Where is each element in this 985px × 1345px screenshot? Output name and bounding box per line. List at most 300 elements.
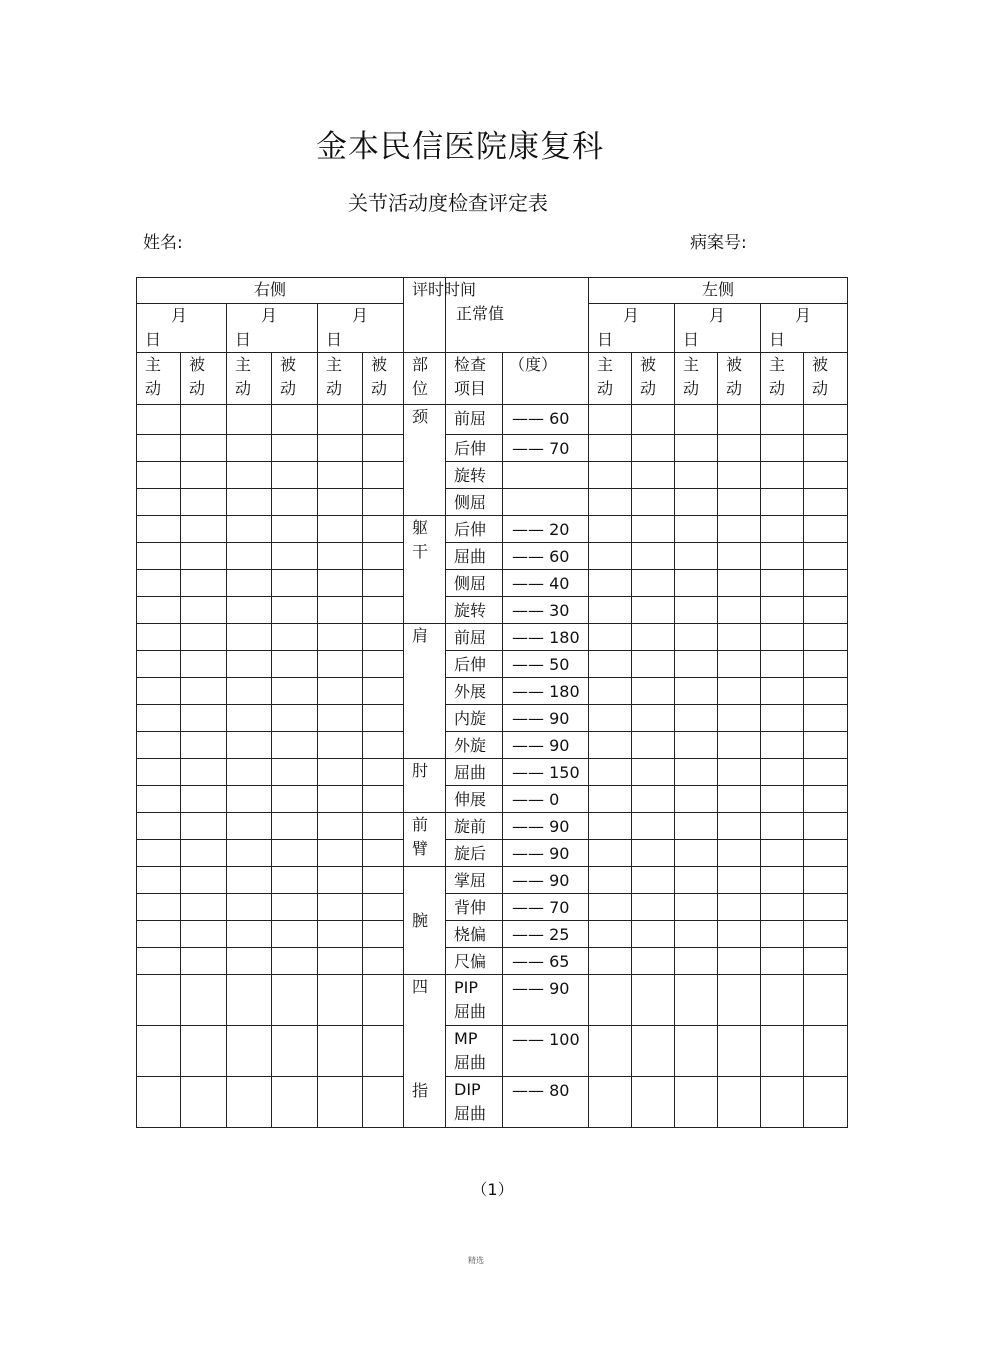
right-value-cell[interactable] bbox=[318, 786, 363, 813]
right-value-cell[interactable] bbox=[181, 405, 227, 435]
left-value-cell[interactable] bbox=[632, 597, 675, 624]
left-value-cell[interactable] bbox=[675, 678, 718, 705]
left-value-cell[interactable] bbox=[718, 813, 761, 840]
left-value-cell[interactable] bbox=[718, 840, 761, 867]
left-value-cell[interactable] bbox=[589, 786, 632, 813]
right-value-cell[interactable] bbox=[363, 597, 404, 624]
right-value-cell[interactable] bbox=[318, 462, 363, 489]
left-value-cell[interactable] bbox=[761, 543, 804, 570]
left-value-cell[interactable] bbox=[804, 1076, 848, 1127]
right-value-cell[interactable] bbox=[181, 516, 227, 543]
table-row bbox=[137, 840, 848, 867]
left-value-cell[interactable] bbox=[761, 1076, 804, 1127]
right-value-cell[interactable] bbox=[318, 921, 363, 948]
right-value-cell[interactable] bbox=[137, 516, 181, 543]
left-value-cell[interactable] bbox=[718, 462, 761, 489]
right-value-cell[interactable] bbox=[181, 759, 227, 786]
right-value-cell[interactable] bbox=[181, 651, 227, 678]
right-value-cell[interactable] bbox=[227, 1076, 272, 1127]
right-value-cell[interactable] bbox=[272, 786, 318, 813]
right-value-cell[interactable] bbox=[181, 1076, 227, 1127]
left-value-cell[interactable] bbox=[761, 786, 804, 813]
right-value-cell[interactable] bbox=[137, 975, 181, 1026]
left-value-cell[interactable] bbox=[675, 867, 718, 894]
right-value-cell[interactable] bbox=[181, 921, 227, 948]
left-value-cell[interactable] bbox=[589, 678, 632, 705]
right-value-cell[interactable] bbox=[181, 543, 227, 570]
left-value-cell[interactable] bbox=[761, 462, 804, 489]
left-value-cell[interactable] bbox=[804, 651, 848, 678]
right-value-cell[interactable] bbox=[363, 894, 404, 921]
left-value-cell[interactable] bbox=[589, 435, 632, 462]
right-value-cell[interactable] bbox=[363, 1026, 404, 1076]
right-value-cell[interactable] bbox=[318, 489, 363, 516]
right-value-cell[interactable] bbox=[363, 732, 404, 759]
left-value-cell[interactable] bbox=[804, 543, 848, 570]
right-value-cell[interactable] bbox=[181, 867, 227, 894]
left-value-cell[interactable] bbox=[761, 840, 804, 867]
right-value-cell[interactable] bbox=[363, 624, 404, 651]
left-value-cell[interactable] bbox=[804, 462, 848, 489]
right-value-cell[interactable] bbox=[137, 840, 181, 867]
left-value-cell[interactable] bbox=[761, 759, 804, 786]
right-value-cell[interactable] bbox=[137, 786, 181, 813]
left-value-cell[interactable] bbox=[589, 462, 632, 489]
left-value-cell[interactable] bbox=[718, 435, 761, 462]
right-value-cell[interactable] bbox=[227, 678, 272, 705]
right-value-cell[interactable] bbox=[363, 705, 404, 732]
left-value-cell[interactable] bbox=[675, 543, 718, 570]
right-value-cell[interactable] bbox=[181, 1026, 227, 1076]
right-value-cell[interactable] bbox=[272, 813, 318, 840]
right-value-cell[interactable] bbox=[227, 651, 272, 678]
left-value-cell[interactable] bbox=[761, 705, 804, 732]
right-value-cell[interactable] bbox=[181, 948, 227, 975]
right-value-cell[interactable] bbox=[137, 570, 181, 597]
left-value-cell[interactable] bbox=[804, 435, 848, 462]
left-value-cell[interactable] bbox=[761, 405, 804, 435]
right-value-cell[interactable] bbox=[227, 570, 272, 597]
left-value-cell[interactable] bbox=[589, 732, 632, 759]
right-value-cell[interactable] bbox=[227, 975, 272, 1026]
left-value-cell[interactable] bbox=[632, 867, 675, 894]
left-value-cell[interactable] bbox=[804, 405, 848, 435]
left-value-cell[interactable] bbox=[675, 705, 718, 732]
left-value-cell[interactable] bbox=[632, 732, 675, 759]
right-value-cell[interactable] bbox=[363, 921, 404, 948]
left-value-cell[interactable] bbox=[718, 867, 761, 894]
right-value-cell[interactable] bbox=[363, 786, 404, 813]
right-value-cell[interactable] bbox=[318, 570, 363, 597]
left-value-cell[interactable] bbox=[589, 405, 632, 435]
right-value-cell[interactable] bbox=[272, 894, 318, 921]
right-value-cell[interactable] bbox=[318, 1076, 363, 1127]
right-value-cell[interactable] bbox=[227, 921, 272, 948]
right-value-cell[interactable] bbox=[318, 678, 363, 705]
left-value-cell[interactable] bbox=[632, 1076, 675, 1127]
right-value-cell[interactable] bbox=[363, 867, 404, 894]
left-value-cell[interactable] bbox=[589, 840, 632, 867]
right-value-cell[interactable] bbox=[272, 705, 318, 732]
right-value-cell[interactable] bbox=[137, 489, 181, 516]
left-value-cell[interactable] bbox=[675, 624, 718, 651]
right-value-cell[interactable] bbox=[227, 405, 272, 435]
left-value-cell[interactable] bbox=[761, 921, 804, 948]
left-value-cell[interactable] bbox=[675, 759, 718, 786]
right-value-cell[interactable] bbox=[137, 732, 181, 759]
left-value-cell[interactable] bbox=[675, 948, 718, 975]
right-value-cell[interactable] bbox=[363, 543, 404, 570]
left-value-cell[interactable] bbox=[589, 975, 632, 1026]
left-value-cell[interactable] bbox=[589, 489, 632, 516]
left-value-cell[interactable] bbox=[804, 678, 848, 705]
left-value-cell[interactable] bbox=[718, 405, 761, 435]
right-value-cell[interactable] bbox=[318, 813, 363, 840]
left-value-cell[interactable] bbox=[675, 651, 718, 678]
left-value-cell[interactable] bbox=[632, 840, 675, 867]
right-value-cell[interactable] bbox=[272, 570, 318, 597]
right-value-cell[interactable] bbox=[318, 435, 363, 462]
right-value-cell[interactable] bbox=[227, 705, 272, 732]
right-value-cell[interactable] bbox=[272, 732, 318, 759]
right-value-cell[interactable] bbox=[137, 867, 181, 894]
left-value-cell[interactable] bbox=[589, 597, 632, 624]
left-value-cell[interactable] bbox=[804, 1026, 848, 1076]
right-value-cell[interactable] bbox=[137, 759, 181, 786]
left-date-cell-2[interactable] bbox=[675, 304, 761, 353]
left-value-cell[interactable] bbox=[675, 732, 718, 759]
right-value-cell[interactable] bbox=[272, 1026, 318, 1076]
left-date-cell-1[interactable] bbox=[589, 304, 675, 353]
right-value-cell[interactable] bbox=[318, 948, 363, 975]
right-value-cell[interactable] bbox=[137, 651, 181, 678]
left-value-cell[interactable] bbox=[804, 948, 848, 975]
left-value-cell[interactable] bbox=[589, 1026, 632, 1076]
left-value-cell[interactable] bbox=[761, 975, 804, 1026]
left-value-cell[interactable] bbox=[718, 516, 761, 543]
right-value-cell[interactable] bbox=[363, 813, 404, 840]
right-date-cell-3[interactable] bbox=[318, 304, 404, 353]
left-value-cell[interactable] bbox=[589, 759, 632, 786]
left-value-cell[interactable] bbox=[718, 651, 761, 678]
left-value-cell[interactable] bbox=[675, 597, 718, 624]
right-value-cell[interactable] bbox=[363, 570, 404, 597]
left-value-cell[interactable] bbox=[718, 759, 761, 786]
left-value-cell[interactable] bbox=[632, 405, 675, 435]
right-value-cell[interactable] bbox=[363, 759, 404, 786]
left-value-cell[interactable] bbox=[589, 813, 632, 840]
left-value-cell[interactable] bbox=[761, 948, 804, 975]
left-value-cell[interactable] bbox=[804, 516, 848, 543]
right-value-cell[interactable] bbox=[363, 948, 404, 975]
right-value-cell[interactable] bbox=[227, 867, 272, 894]
left-value-cell[interactable] bbox=[589, 948, 632, 975]
right-value-cell[interactable] bbox=[318, 894, 363, 921]
right-value-cell[interactable] bbox=[227, 462, 272, 489]
left-value-cell[interactable] bbox=[675, 813, 718, 840]
left-value-cell[interactable] bbox=[589, 624, 632, 651]
left-value-cell[interactable] bbox=[675, 435, 718, 462]
right-value-cell[interactable] bbox=[137, 678, 181, 705]
right-value-cell[interactable] bbox=[137, 1076, 181, 1127]
left-value-cell[interactable] bbox=[761, 570, 804, 597]
left-value-cell[interactable] bbox=[589, 1076, 632, 1127]
right-value-cell[interactable] bbox=[137, 813, 181, 840]
right-value-cell[interactable] bbox=[318, 651, 363, 678]
right-value-cell[interactable] bbox=[227, 894, 272, 921]
right-value-cell[interactable] bbox=[137, 894, 181, 921]
right-value-cell[interactable] bbox=[272, 543, 318, 570]
left-value-cell[interactable] bbox=[718, 489, 761, 516]
left-value-cell[interactable] bbox=[675, 1026, 718, 1076]
right-value-cell[interactable] bbox=[318, 1026, 363, 1076]
left-value-cell[interactable] bbox=[761, 678, 804, 705]
right-value-cell[interactable] bbox=[318, 759, 363, 786]
left-value-cell[interactable] bbox=[761, 516, 804, 543]
left-value-cell[interactable] bbox=[632, 624, 675, 651]
right-value-cell[interactable] bbox=[318, 840, 363, 867]
right-value-cell[interactable] bbox=[181, 732, 227, 759]
right-value-cell[interactable] bbox=[272, 759, 318, 786]
left-value-cell[interactable] bbox=[589, 570, 632, 597]
right-value-cell[interactable] bbox=[137, 435, 181, 462]
right-value-cell[interactable] bbox=[318, 597, 363, 624]
left-value-cell[interactable] bbox=[632, 516, 675, 543]
left-value-cell[interactable] bbox=[804, 705, 848, 732]
right-value-cell[interactable] bbox=[137, 624, 181, 651]
left-value-cell[interactable] bbox=[718, 732, 761, 759]
right-value-cell[interactable] bbox=[181, 705, 227, 732]
right-value-cell[interactable] bbox=[318, 405, 363, 435]
left-value-cell[interactable] bbox=[632, 651, 675, 678]
left-value-cell[interactable] bbox=[804, 759, 848, 786]
left-value-cell[interactable] bbox=[761, 624, 804, 651]
right-passive-header bbox=[272, 353, 318, 405]
left-value-cell[interactable] bbox=[589, 651, 632, 678]
left-value-cell[interactable] bbox=[632, 894, 675, 921]
left-value-cell[interactable] bbox=[761, 813, 804, 840]
right-value-cell[interactable] bbox=[363, 1076, 404, 1127]
right-value-cell[interactable] bbox=[272, 489, 318, 516]
left-value-cell[interactable] bbox=[589, 543, 632, 570]
left-value-cell[interactable] bbox=[718, 624, 761, 651]
right-value-cell[interactable] bbox=[318, 705, 363, 732]
left-value-cell[interactable] bbox=[632, 1026, 675, 1076]
right-value-cell[interactable] bbox=[137, 705, 181, 732]
left-date-cell-3[interactable] bbox=[761, 304, 848, 353]
left-value-cell[interactable] bbox=[589, 894, 632, 921]
right-value-cell[interactable] bbox=[318, 732, 363, 759]
right-date-cell-2[interactable] bbox=[227, 304, 318, 353]
left-value-cell[interactable] bbox=[804, 489, 848, 516]
left-value-cell[interactable] bbox=[718, 894, 761, 921]
right-value-cell[interactable] bbox=[181, 435, 227, 462]
left-value-cell[interactable] bbox=[718, 705, 761, 732]
left-value-cell[interactable] bbox=[675, 462, 718, 489]
right-value-cell[interactable] bbox=[272, 867, 318, 894]
left-value-cell[interactable] bbox=[718, 1026, 761, 1076]
right-value-cell[interactable] bbox=[272, 975, 318, 1026]
right-value-cell[interactable] bbox=[363, 405, 404, 435]
right-value-cell[interactable] bbox=[181, 813, 227, 840]
right-value-cell[interactable] bbox=[181, 597, 227, 624]
right-value-cell[interactable] bbox=[181, 624, 227, 651]
right-value-cell[interactable] bbox=[227, 813, 272, 840]
left-value-cell[interactable] bbox=[761, 489, 804, 516]
left-value-cell[interactable] bbox=[718, 786, 761, 813]
left-value-cell[interactable] bbox=[718, 921, 761, 948]
left-value-cell[interactable] bbox=[675, 786, 718, 813]
left-value-cell[interactable] bbox=[632, 759, 675, 786]
left-value-cell[interactable] bbox=[804, 840, 848, 867]
right-value-cell[interactable] bbox=[137, 1026, 181, 1076]
right-value-cell[interactable] bbox=[363, 462, 404, 489]
right-value-cell[interactable] bbox=[181, 975, 227, 1026]
right-value-cell[interactable] bbox=[137, 597, 181, 624]
right-value-cell[interactable] bbox=[318, 543, 363, 570]
left-value-cell[interactable] bbox=[804, 786, 848, 813]
normal-value-cell: —— 80 bbox=[503, 1076, 589, 1127]
right-value-cell[interactable] bbox=[272, 840, 318, 867]
right-value-cell[interactable] bbox=[363, 678, 404, 705]
right-value-cell[interactable] bbox=[181, 462, 227, 489]
right-value-cell[interactable] bbox=[363, 435, 404, 462]
right-value-cell[interactable] bbox=[272, 516, 318, 543]
left-value-cell[interactable] bbox=[718, 1076, 761, 1127]
right-value-cell[interactable] bbox=[181, 786, 227, 813]
right-value-cell[interactable] bbox=[272, 405, 318, 435]
left-value-cell[interactable] bbox=[761, 732, 804, 759]
left-value-cell[interactable] bbox=[675, 894, 718, 921]
left-value-cell[interactable] bbox=[675, 405, 718, 435]
left-value-cell[interactable] bbox=[718, 975, 761, 1026]
right-value-cell[interactable] bbox=[227, 624, 272, 651]
right-value-cell[interactable] bbox=[137, 921, 181, 948]
right-value-cell[interactable] bbox=[227, 732, 272, 759]
left-value-cell[interactable] bbox=[675, 921, 718, 948]
left-value-cell[interactable] bbox=[804, 570, 848, 597]
right-value-cell[interactable] bbox=[181, 570, 227, 597]
left-value-cell[interactable] bbox=[675, 975, 718, 1026]
right-value-cell[interactable] bbox=[227, 786, 272, 813]
left-value-cell[interactable] bbox=[632, 948, 675, 975]
check-item-label: 旋转 bbox=[454, 601, 487, 620]
left-value-cell[interactable] bbox=[761, 651, 804, 678]
right-value-cell[interactable] bbox=[227, 840, 272, 867]
right-date-cell-1[interactable] bbox=[137, 304, 227, 353]
right-value-cell[interactable] bbox=[318, 516, 363, 543]
right-value-cell[interactable] bbox=[272, 435, 318, 462]
left-value-cell[interactable] bbox=[632, 435, 675, 462]
left-value-cell[interactable] bbox=[675, 570, 718, 597]
left-value-cell[interactable] bbox=[675, 1076, 718, 1127]
left-value-cell[interactable] bbox=[675, 516, 718, 543]
right-value-cell[interactable] bbox=[363, 975, 404, 1026]
right-value-cell[interactable] bbox=[318, 867, 363, 894]
right-value-cell[interactable] bbox=[363, 651, 404, 678]
left-value-cell[interactable] bbox=[804, 624, 848, 651]
left-value-cell[interactable] bbox=[675, 489, 718, 516]
left-value-cell[interactable] bbox=[632, 489, 675, 516]
left-value-cell[interactable] bbox=[804, 975, 848, 1026]
right-value-cell[interactable] bbox=[227, 948, 272, 975]
right-value-cell[interactable] bbox=[227, 435, 272, 462]
left-value-cell[interactable] bbox=[589, 921, 632, 948]
right-value-cell[interactable] bbox=[181, 840, 227, 867]
right-value-cell[interactable] bbox=[272, 651, 318, 678]
right-value-cell[interactable] bbox=[227, 759, 272, 786]
left-value-cell[interactable] bbox=[632, 570, 675, 597]
right-value-cell[interactable] bbox=[137, 543, 181, 570]
left-value-cell[interactable] bbox=[761, 894, 804, 921]
left-value-cell[interactable] bbox=[632, 786, 675, 813]
left-value-cell[interactable] bbox=[804, 867, 848, 894]
left-value-cell[interactable] bbox=[632, 921, 675, 948]
right-value-cell[interactable] bbox=[318, 624, 363, 651]
left-value-cell[interactable] bbox=[718, 948, 761, 975]
right-value-cell[interactable] bbox=[363, 516, 404, 543]
left-value-cell[interactable] bbox=[804, 597, 848, 624]
left-value-cell[interactable] bbox=[589, 867, 632, 894]
right-value-cell[interactable] bbox=[137, 462, 181, 489]
left-value-cell[interactable] bbox=[761, 1026, 804, 1076]
left-value-cell[interactable] bbox=[632, 705, 675, 732]
right-value-cell[interactable] bbox=[363, 489, 404, 516]
right-value-cell[interactable] bbox=[227, 489, 272, 516]
right-value-cell[interactable] bbox=[272, 678, 318, 705]
right-value-cell[interactable] bbox=[272, 462, 318, 489]
right-value-cell[interactable] bbox=[272, 597, 318, 624]
right-value-cell[interactable] bbox=[318, 975, 363, 1026]
left-value-cell[interactable] bbox=[804, 894, 848, 921]
left-value-cell[interactable] bbox=[804, 921, 848, 948]
left-value-cell[interactable] bbox=[804, 813, 848, 840]
left-value-cell[interactable] bbox=[632, 462, 675, 489]
left-value-cell[interactable] bbox=[718, 543, 761, 570]
right-value-cell[interactable] bbox=[181, 894, 227, 921]
left-value-cell[interactable] bbox=[632, 678, 675, 705]
right-value-cell[interactable] bbox=[227, 543, 272, 570]
right-value-cell[interactable] bbox=[137, 405, 181, 435]
left-value-cell[interactable] bbox=[589, 705, 632, 732]
degree-header: （度） bbox=[503, 353, 589, 405]
left-value-cell[interactable] bbox=[632, 813, 675, 840]
right-value-cell[interactable] bbox=[181, 489, 227, 516]
left-value-cell[interactable] bbox=[632, 543, 675, 570]
left-value-cell[interactable] bbox=[718, 597, 761, 624]
right-value-cell[interactable] bbox=[272, 948, 318, 975]
right-value-cell[interactable] bbox=[272, 624, 318, 651]
right-value-cell[interactable] bbox=[272, 1076, 318, 1127]
right-value-cell[interactable] bbox=[227, 597, 272, 624]
right-value-cell[interactable] bbox=[181, 678, 227, 705]
part-header-text: 部位 bbox=[412, 355, 429, 398]
left-value-cell[interactable] bbox=[804, 732, 848, 759]
right-value-cell[interactable] bbox=[272, 921, 318, 948]
left-value-cell[interactable] bbox=[675, 840, 718, 867]
right-value-cell[interactable] bbox=[363, 840, 404, 867]
left-value-cell[interactable] bbox=[718, 678, 761, 705]
right-value-cell[interactable] bbox=[137, 948, 181, 975]
right-value-cell[interactable] bbox=[227, 1026, 272, 1076]
left-value-cell[interactable] bbox=[632, 975, 675, 1026]
left-value-cell[interactable] bbox=[761, 597, 804, 624]
left-value-cell[interactable] bbox=[761, 435, 804, 462]
left-value-cell[interactable] bbox=[761, 867, 804, 894]
left-value-cell[interactable] bbox=[718, 570, 761, 597]
left-value-cell[interactable] bbox=[589, 516, 632, 543]
right-value-cell[interactable] bbox=[227, 516, 272, 543]
